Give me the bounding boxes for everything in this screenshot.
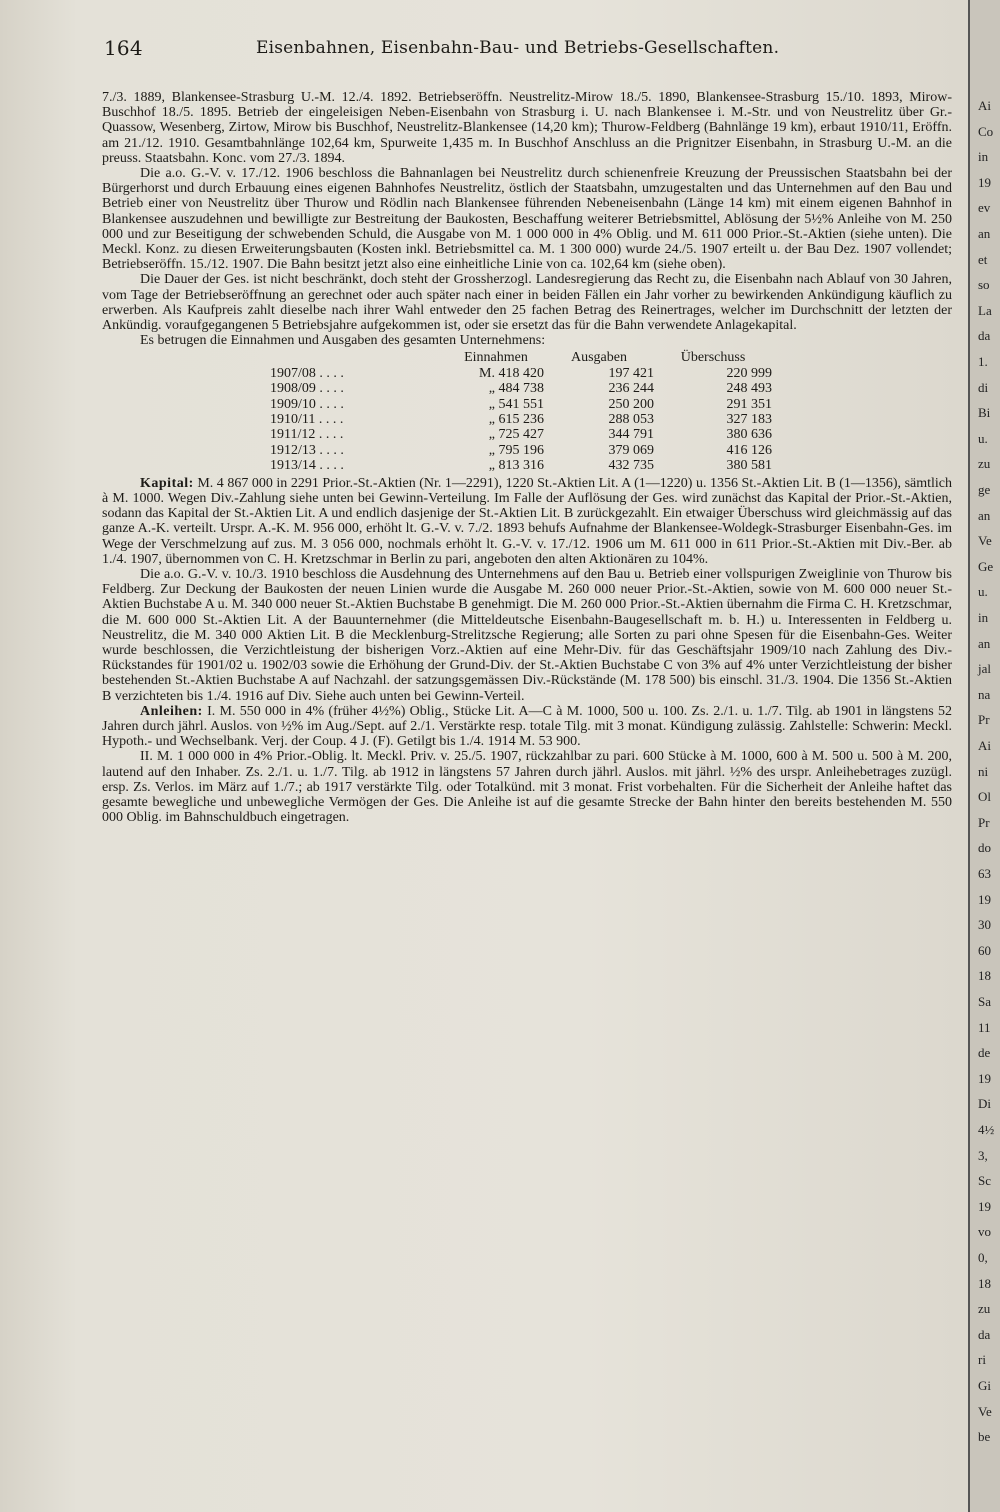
cell-year: 1907/08 . . . . — [270, 365, 344, 381]
cell-ueberschuss: 291 351 — [726, 396, 772, 412]
edge-fragment: ni — [978, 763, 989, 779]
edge-fragment: an — [978, 635, 991, 651]
edge-fragment: La — [978, 302, 992, 318]
edge-fragment: et — [978, 251, 988, 267]
edge-fragment: Ve — [978, 1403, 992, 1419]
table-row — [270, 427, 772, 442]
table-row — [270, 412, 772, 427]
cell-ausgaben: 236 244 — [608, 381, 654, 397]
cell-einnahmen: „ 541 551 — [488, 396, 544, 412]
cell-ueberschuss: 248 493 — [726, 381, 772, 397]
edge-fragment: Ol — [978, 789, 991, 805]
edge-fragment: Di — [978, 1096, 991, 1112]
table-row — [270, 443, 772, 458]
edge-fragment: Co — [978, 123, 994, 139]
edge-fragment: vo — [978, 1224, 991, 1240]
cell-ausgaben: 344 791 — [608, 427, 654, 443]
edge-fragment: an — [978, 507, 991, 523]
edge-fragment: 3, — [978, 1147, 988, 1163]
paragraph-history: 7./3. 1889, Blankensee-Strasburg U.-M. 12./4. 1892. Betriebseröffn. Neustrelitz-Mirow 18./5. 1890, Blankensee-Strasburg 15./10. 1893, Mirow-Buschhof 18./5. 1895. Betrieb der eingeleisigen Neben-Eisenbahn von Strasburg i. U. nach Blankensee i. M.-Str. und von Neustrelitz über Gr.-Quassow, Wesenberg, Zirtow, Mirow bis Buschhof, Neustrelitz-Blankensee (14,20 km); Thurow-Feldberg (Bahnlänge 19 km), erbaut 1910/11, Eröffn. am 21./12. 1910. Gesamtbahnlänge 102,64 km, Spurweite 1,435 m. In Buschhof Anschluss an die Prignitzer Eisenbahn, in Strasburg U.-M. an die preuss. Staatsbahn. Konc. vom 27./3. 1894. — [102, 90, 952, 166]
edge-fragment: do — [978, 840, 991, 856]
edge-fragment: u. — [978, 584, 988, 600]
edge-fragment: u. — [978, 430, 988, 446]
paragraph-kapital — [102, 476, 952, 567]
edge-fragment: be — [978, 1429, 991, 1445]
paragraph-zweiglinie: Die a.o. G.-V. v. 10./3. 1910 beschloss die Ausdehnung des Unternehmens auf den Bau u. Betrieb einer vollspurigen Zweiglinie von Thurow bis Feldberg. Zur Deckung der Baukosten der neuen Linien wurde die Ausgabe M. 260 000 neuer Prior.-St.-Aktien, sowie von M. 600 000 neuer St.-Aktien Buchstabe A u. M. 340 000 neuer St.-Aktien Buchstabe B genehmigt. Die M. 260 000 Prior.-St.-Aktien übernahm die Firma C. H. Kretzschmar, die M. 600 000 St.-Aktien Lit. A der Bauunternehmer (die Mitteldeutsche Eisenbahn-Baugesellschaft m. b. H.) u. Interessenten in Feldberg u. Neustrelitz, die M. 340 000 Aktien Lit. B die Mecklenburg-Strelitzsche Regierung; alle Sorten zu pari ohne Spesen für die Eisenbahn-Ges. Weiter wurde beschlossen, die Verzichtleistung der bisherigen Vorz.-Aktien auf eine Mehr-Div. für das Geschäftsjahr 1909/10 nach Zahlung des Div.-Rückstandes für 1901/02 u. 1902/03 sowie die Erhöhung der Grund-Div. der St.-Aktien Buchstabe C von 3% auf 4% unter Verzichtleistung der bisher bestehenden St.-Aktien Buchstabe A auf Nachzahl. der satzungsgemässen Div.-Rückstände (M. 178 500) bis einschl. 31./3. 1904. Die 1356 St.-Aktien B verzichteten bis 1./4. 1916 auf Div. Siehe auch unten bei Gewinn-Verteil. — [102, 566, 952, 704]
edge-fragment: 18 — [978, 1275, 991, 1291]
edge-fragment: de — [978, 1045, 991, 1061]
cell-year: 1911/12 . . . . — [270, 427, 344, 443]
header-ueberschuss: Überschuss — [680, 350, 746, 366]
cell-ausgaben: 288 053 — [608, 412, 654, 428]
cell-ausgaben: 197 421 — [608, 365, 654, 381]
edge-fragment: ri — [978, 1352, 986, 1368]
edge-fragment: in — [978, 149, 989, 165]
edge-fragment: Sa — [978, 994, 991, 1009]
cell-einnahmen: „ 615 236 — [488, 412, 544, 428]
edge-fragment: an — [978, 226, 991, 241]
anleihen-label: Anleihen: — [140, 703, 203, 719]
edge-fragment: so — [978, 277, 990, 293]
paragraph-extension-1906: Die a.o. G.-V. v. 17./12. 1906 beschloss die Bahnanlagen bei Neustrelitz durch schienenfreie Kreuzung der Preussischen Staatsbahn bei der Bürgerhorst und durch Erbauung eines eigenen Bahnhofes Neustrelitz, östlich der Staatsbahn, umzugestalten und das Unternehmen auf den Bau und Betrieb einer von Neustrelitz über Thurow und Rödlin nach Blankensee führenden Nebeneisenbahn (Länge 14 km) mit einem eigenen Bahnhof in Blankensee auszudehnen und bewilligte zur Bestreitung der Baukosten, Beschaffung weiterer Betriebsmittel, Ablösung der 5½% Anleihe von M. 250 000 und zur Beseitigung der schwebenden Schuld, die Ausgabe von M. 1 000 000 in 4% Oblig. und M. 611 000 Prior.-St.-Aktien (siehe unten). Die Meckl. Konz. zu diesen Erweiterungsbauten (Kosten inkl. Betriebsmittel ca. M. 1 300 000) wurde 24./5. 1907 erteilt u. der Bau Dez. 1907 vollendet; Betriebseröffn. 15./12. 1907. Die Bahn besitzt jetzt also eine einheitliche Linie von ca. 102,64 km (siehe oben). — [102, 166, 952, 273]
table-row — [270, 397, 772, 412]
edge-fragment: zu — [978, 1301, 991, 1317]
header-einnahmen: Einnahmen — [464, 350, 528, 366]
edge-fragment: Ge — [978, 558, 994, 574]
cell-einnahmen: M. 418 420 — [479, 365, 544, 381]
cell-year: 1908/09 . . . . — [270, 381, 344, 397]
cell-einnahmen: „ 813 316 — [488, 458, 544, 474]
header-ausgaben: Ausgaben — [571, 350, 627, 366]
edge-fragment: na — [978, 686, 991, 702]
header-year — [270, 350, 448, 365]
page-number: 164 — [104, 36, 143, 60]
edge-fragment: da — [978, 1326, 991, 1342]
edge-fragment: Pr — [978, 712, 990, 728]
edge-fragment: 19 — [978, 1070, 991, 1086]
paragraph-duration: Die Dauer der Ges. ist nicht beschränkt, doch steht der Grossherzogl. Landesregierung das Recht zu, die Eisenbahn nach Ablauf von 30 Jahren, vom Tage der Betriebseröffnung an gerechnet oder auch später nach einer in beiden Fällen ein Jahr vorher zu bewirkenden Ankündigung käuflich zu erwerben. Als Kaufpreis zahlt dieselbe nach ihrer Wahl entweder den 25 fachen Betrag des Reinertrages, welcher im Durchschnitt der letzten der Ankündig. voraufgegangenen 5 Betriebsjahre aufgekommen ist, oder sie ersetzt das für die Bahn verwendete Anlagekapital. — [102, 272, 952, 334]
edge-fragment: Ve — [978, 533, 992, 549]
edge-fragment: da — [978, 328, 991, 344]
edge-fragment: Bi — [978, 405, 991, 421]
edge-fragment: ev — [978, 200, 991, 216]
edge-fragment: 19 — [978, 891, 991, 907]
kapital-text: M. 4 867 000 in 2291 Prior.-St.-Aktien (Nr. 1—2291), 1220 St.-Aktien Lit. A (1—1220) u. 1356 St.-Aktien Lit. B (1—1356), sämtlich à M. 1000. Wegen Div.-Zahlung siehe unten bei Gewinn-Verteilung. Im Falle der Auflösung der Ges. wird zunächst das Kapital der Prior.-St.-Aktien, sodann das Kapital der St.-Aktien Lit. A und endlich dasjenige der St.-Aktien Lit. B zurückgezahlt. Ein etwaiger Überschuss wird gleichmässig auf das ganze A.-K. verteilt. Urspr. A.-K. M. 956 000, erhöht lt. G.-V. v. 7./2. 1893 behufs Aufnahme der Blankensee-Woldegk-Strasburger Eisenbahn-Ges. im Wege der Verschmelzung auf zus. M. 3 056 000, nochmals erhöht lt. G.-V. v. 17./12. 1906 um M. 611 000 in 611 Prior.-St.-Aktien mit Div.-Ber. ab 1./4. 1907, übernommen von C. H. Kretzschmar in Berlin zu pari, angeboten den alten Aktionären zu 104%. — [102, 475, 953, 567]
edge-fragment: 0, — [978, 1250, 988, 1265]
table-row — [270, 458, 772, 473]
cell-einnahmen: „ 725 427 — [488, 427, 544, 443]
page-header — [104, 36, 954, 62]
edge-fragment: Gi — [978, 1378, 991, 1393]
edge-fragment: Pr — [978, 814, 990, 830]
paragraph-table-intro: Es betrugen die Einnahmen und Ausgaben des gesamten Unternehmens: — [140, 333, 546, 349]
edge-fragment: 11 — [978, 1019, 991, 1035]
edge-fragment: 18 — [978, 968, 991, 984]
table-row — [270, 366, 772, 381]
paragraph-anleihe-2: II. M. 1 000 000 in 4% Prior.-Oblig. lt. Meckl. Priv. v. 25./5. 1907, rückzahlbar zu pari. 600 Stücke à M. 1000, 600 à M. 500 u. 500 à M. 200, lautend auf den Inhaber. Zs. 2./1. u. 1./7. Tilg. ab 1912 in längstens 57 Jahren durch jährl. Auslos. mit jährl. ½% des urspr. Anleihebetrages zuzügl. ersp. Zs. Verlos. im März auf 1./7.; ab 1917 verstärkte Tilg. oder Totalkünd. mit 3 monat. Frist vorbehalten. Für die Sicherheit der Anleihe haftet das gesamte bewegliche und unbewegliche Vermögen der Ges. Die Anleihe ist auf die gesamte Strecke der Bahn hinter den bereits bestehenden M. 550 000 Oblig. im Bahnschuldbuch eingetragen. — [102, 749, 952, 826]
cell-ueberschuss: 416 126 — [726, 442, 772, 458]
finance-table-header — [270, 350, 772, 365]
edge-fragment: 19 — [978, 174, 991, 190]
running-title: Eisenbahnen, Eisenbahn-Bau- und Betriebs-Gesellschaften. — [256, 38, 780, 58]
edge-fragment: 1. — [978, 354, 988, 369]
table-row — [270, 381, 772, 396]
kapital-label: Kapital: — [140, 475, 194, 491]
cell-ausgaben: 379 069 — [608, 442, 654, 458]
cell-ausgaben: 432 735 — [608, 458, 654, 474]
article-body — [102, 90, 952, 825]
cell-year: 1913/14 . . . . — [270, 458, 344, 474]
cell-einnahmen: „ 484 738 — [488, 381, 544, 397]
edge-fragment: 63 — [978, 866, 991, 881]
edge-fragment: in — [978, 610, 989, 625]
edge-fragment: 60 — [978, 942, 991, 958]
paragraph-anleihe-1 — [102, 704, 952, 750]
cell-ueberschuss: 327 183 — [726, 412, 772, 428]
anleihe-1-text: I. M. 550 000 in 4% (früher 4½%) Oblig., Stücke Lit. A—C à M. 1000, 500 u. 100. Zs. 2./1. u. 1./7. Tilg. ab 1901 in längstens 52 Jahren durch jährl. Auslos. von ½% im Aug./Sept. auf 2./1. Verstärkte resp. totale Tilg. mit 3 monat. Kündigung zulässig. Zahlstelle: Schwerin: Meckl. Hypoth.- und Wechselbank. Verj. der Coup. 4 J. (F). Getilgt bis 1./4. 1914 M. 53 900. — [102, 703, 953, 750]
cell-ueberschuss: 220 999 — [726, 365, 772, 381]
edge-fragment: jal — [978, 661, 991, 677]
edge-fragment: 4½ — [978, 1122, 995, 1137]
cell-year: 1909/10 . . . . — [270, 396, 344, 412]
edge-fragment: 19 — [978, 1198, 991, 1214]
edge-fragment: Sc — [978, 1173, 991, 1189]
edge-fragment: 30 — [978, 917, 991, 933]
cell-einnahmen: „ 795 196 — [488, 442, 544, 458]
finance-table — [270, 350, 772, 473]
cell-ausgaben: 250 200 — [608, 396, 654, 412]
edge-fragment: zu — [978, 456, 991, 472]
edge-fragment: Ai — [978, 738, 991, 753]
edge-fragment: ge — [978, 482, 991, 497]
edge-fragment: Ai — [978, 98, 991, 113]
edge-fragment: di — [978, 379, 989, 395]
cell-year: 1912/13 . . . . — [270, 442, 344, 458]
cell-ueberschuss: 380 636 — [726, 427, 772, 443]
cell-ueberschuss: 380 581 — [726, 458, 772, 474]
cell-year: 1910/11 . . . . — [270, 412, 344, 428]
